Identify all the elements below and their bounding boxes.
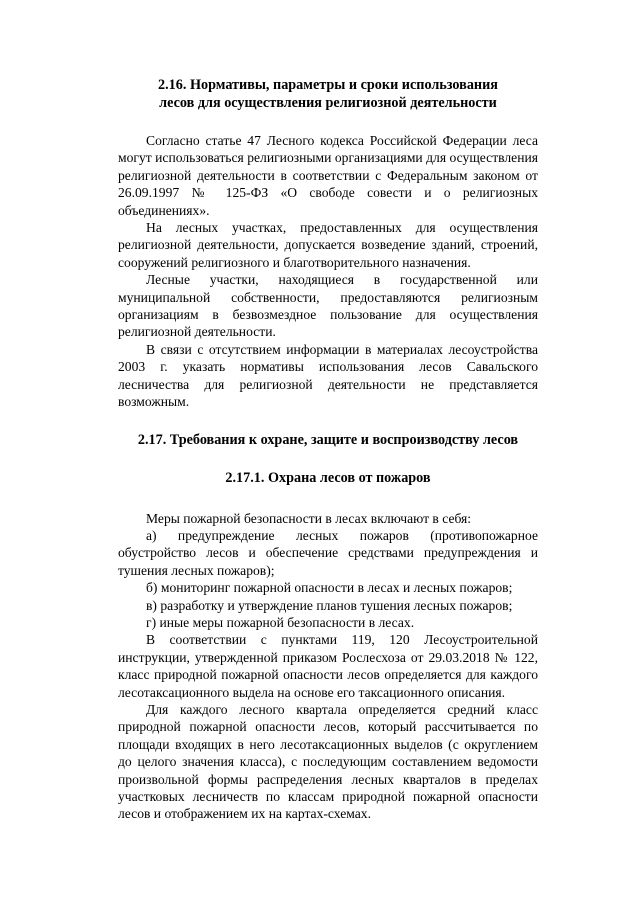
paragraph: Меры пожарной безопасности в лесах включают в себя: [146,510,472,526]
paragraph: В соответствии с пунктами 119, 120 Лесоустроительной инструкции, утвержденной приказом Рослесхоза от 29.03.2018 № 122, класс природной пожарной опасности лесов определяется для каждого лесотаксационного выдела на основе его таксационного описания. [118,632,538,700]
list-item: в) разработку и утверждение планов тушения лесных пожаров; [146,597,513,613]
paragraph: На лесных участках, предоставленных для осуществления религиозной деятельности, допускается возведение зданий, строений, сооружений религиозного и благотворительного назначения. [118,220,538,270]
section-2-16-heading [118,77,538,112]
section-2-17-1-title: 2.17.1. Охрана лесов от пожаров [225,470,431,486]
section-2-16-title-line1: 2.16. Нормативы, параметры и сроки использования [158,77,498,93]
page-content [118,77,538,823]
list-item: б) мониторинг пожарной опасности в лесах и лесных пожаров; [146,580,513,596]
section-2-16-title-line2: лесов для осуществления религиозной деятельности [159,94,497,111]
paragraph: Лесные участки, находящиеся в государственной или муниципальной собственности, предоставляются религиозным организациям в безвозмездное пользование для осуществления религиозной деятельности. [118,272,538,340]
paragraph: В связи с отсутствием информации в материалах лесоустройства 2003 г. указать нормативы использования лесов Савальского лесничества для религиозной деятельности не представляется возможным. [118,341,538,410]
paragraph: Согласно статье 47 Лесного кодекса Российской Федерации леса могут использоваться религиозными организациями для осуществления религиозной деятельности в соответствии с Федеральным законом от 26.09.1997 № 125-ФЗ «О свободе совести и о религиозных объединениях». [118,133,538,218]
paragraph: Для каждого лесного квартала определяется средний класс природной пожарной опасности лесов, который рассчитывается по площади входящих в него лесотаксационных выделов (с округлением до целого значения класса), с последующим составлением ведомости произвольной формы распределения лесных кварталов в пределах участковых лесничеств по классам природной пожарной опасности лесов и отображением их на картах-схемах. [118,701,538,822]
section-2-17-title: 2.17. Требования к охране, защите и воспроизводству лесов [137,431,519,448]
list-item: г) иные меры пожарной безопасности в лесах. [146,614,415,630]
list-item: а) предупреждение лесных пожаров (противопожарное обустройство лесов и обеспечение средствами предупреждения и тушения лесных пожаров); [118,527,538,578]
